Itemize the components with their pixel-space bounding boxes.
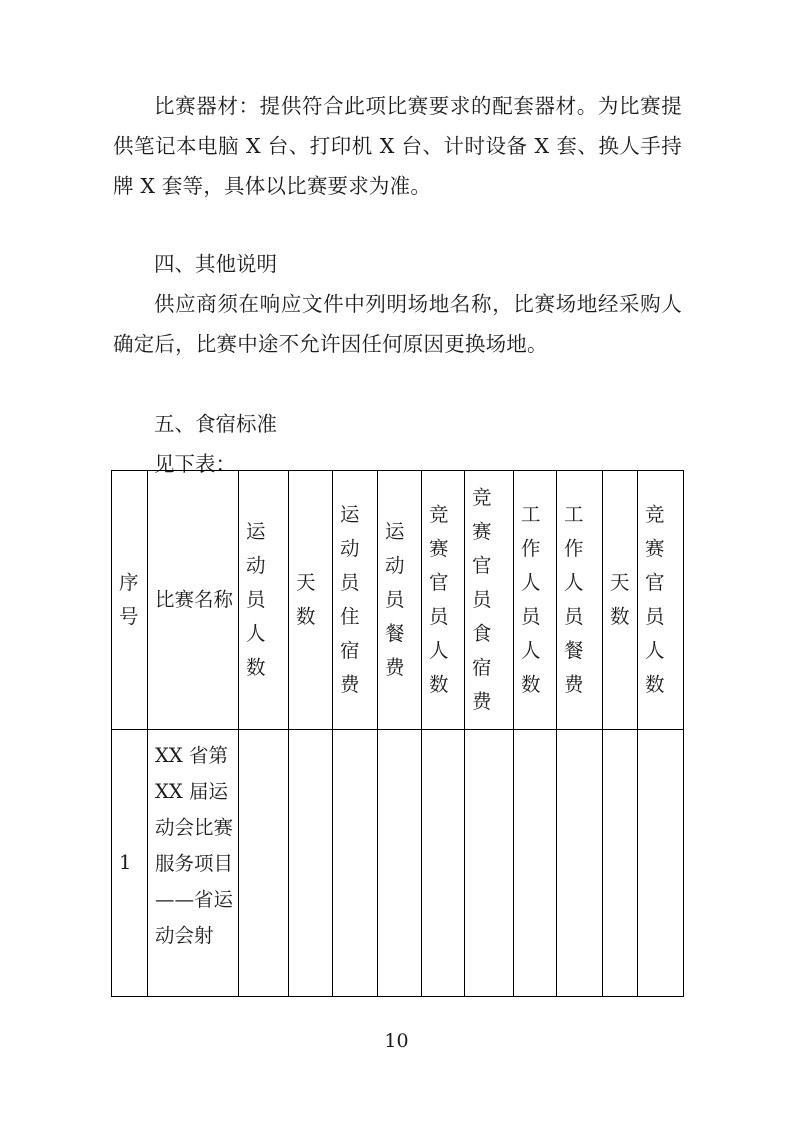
cell-staff-count-value bbox=[514, 730, 556, 996]
cell-official-board-fee bbox=[465, 730, 514, 997]
cell-competition-name-value: XX 省第 XX 届运动会比赛服务项目——省运动会射 bbox=[155, 744, 234, 947]
column-header-official-board-fee bbox=[465, 471, 514, 730]
column-header-staff-count bbox=[514, 471, 557, 730]
column-header-athlete-meal-fee bbox=[378, 471, 422, 730]
cell-official-count-value bbox=[422, 730, 464, 996]
spacer bbox=[113, 206, 682, 244]
column-header-days bbox=[289, 471, 333, 730]
cell-staff-meal-fee bbox=[557, 730, 603, 997]
paragraph-equipment: 比赛器材：提供符合此项比赛要求的配套器材。为比赛提供笔记本电脑 X 台、打印机 X 台、计时设备 X 套、换人手持牌 X 套等，具体以比赛要求为准。 bbox=[113, 94, 682, 198]
cell-index-value: 1 bbox=[119, 851, 132, 874]
column-header-competition-name bbox=[148, 471, 239, 730]
column-header-official-count-label: 竞赛官员人数 bbox=[429, 503, 449, 696]
table-body bbox=[112, 730, 684, 997]
column-header-days-2 bbox=[603, 471, 638, 730]
cell-days-value bbox=[289, 730, 332, 996]
column-header-official-count bbox=[422, 471, 465, 730]
column-header-staff-count-label: 工作人员人数 bbox=[521, 503, 541, 696]
column-header-staff-meal-fee bbox=[557, 471, 603, 730]
table-header-row bbox=[112, 471, 684, 730]
cell-athlete-meal-fee bbox=[378, 730, 422, 997]
cell-staff-count bbox=[514, 730, 557, 997]
document-body bbox=[113, 86, 682, 484]
spacer bbox=[113, 364, 682, 404]
cell-athlete-count bbox=[239, 730, 289, 997]
page-number: 10 bbox=[384, 1030, 409, 1052]
section-four-heading: 四、其他说明 bbox=[154, 252, 277, 276]
cell-days-2-value bbox=[603, 730, 637, 996]
column-header-days-label: 天数 bbox=[296, 571, 316, 628]
cell-days bbox=[289, 730, 333, 997]
fee-standard-table bbox=[111, 470, 684, 997]
column-header-official-count-2-label: 竞赛官员人数 bbox=[645, 503, 665, 696]
section-four-paragraph: 供应商须在响应文件中列明场地名称，比赛场地经采购人确定后，比赛中途不允许因任何原因更换场地。 bbox=[113, 292, 682, 356]
fee-standard-table-wrapper bbox=[111, 470, 683, 997]
table-row bbox=[112, 730, 684, 997]
cell-athlete-lodging-fee-value bbox=[333, 730, 377, 996]
column-header-staff-meal-fee-label: 工作人员餐费 bbox=[564, 503, 584, 696]
column-header-athlete-lodging-fee-label: 运动员住宿费 bbox=[340, 503, 360, 696]
column-header-competition-name-label: 比赛名称 bbox=[155, 588, 234, 611]
section-five-lead: 见下表： bbox=[154, 452, 236, 476]
column-header-index bbox=[112, 471, 148, 730]
column-header-athlete-lodging-fee bbox=[333, 471, 378, 730]
cell-athlete-lodging-fee bbox=[333, 730, 378, 997]
column-header-days-2-label: 天数 bbox=[610, 571, 630, 628]
cell-index bbox=[112, 730, 148, 997]
column-header-official-count-2 bbox=[638, 471, 684, 730]
cell-official-count-2-value bbox=[638, 730, 683, 996]
cell-official-board-fee-value bbox=[465, 730, 513, 996]
column-header-official-board-fee-label: 竞赛官员食宿费 bbox=[472, 486, 492, 713]
cell-athlete-count-value bbox=[239, 730, 288, 996]
cell-official-count bbox=[422, 730, 465, 997]
column-header-index-label: 序号 bbox=[119, 571, 139, 628]
cell-days-2 bbox=[603, 730, 638, 997]
column-header-athlete-meal-fee-label: 运动员餐费 bbox=[385, 520, 405, 679]
cell-competition-name bbox=[148, 730, 239, 997]
column-header-athlete-count-label: 运动员人数 bbox=[246, 520, 266, 679]
cell-staff-meal-fee-value bbox=[557, 730, 602, 996]
table-header bbox=[112, 471, 684, 730]
cell-athlete-meal-fee-value bbox=[378, 730, 421, 996]
column-header-athlete-count bbox=[239, 471, 289, 730]
section-five-heading: 五、食宿标准 bbox=[154, 412, 277, 436]
cell-official-count-2 bbox=[638, 730, 684, 997]
